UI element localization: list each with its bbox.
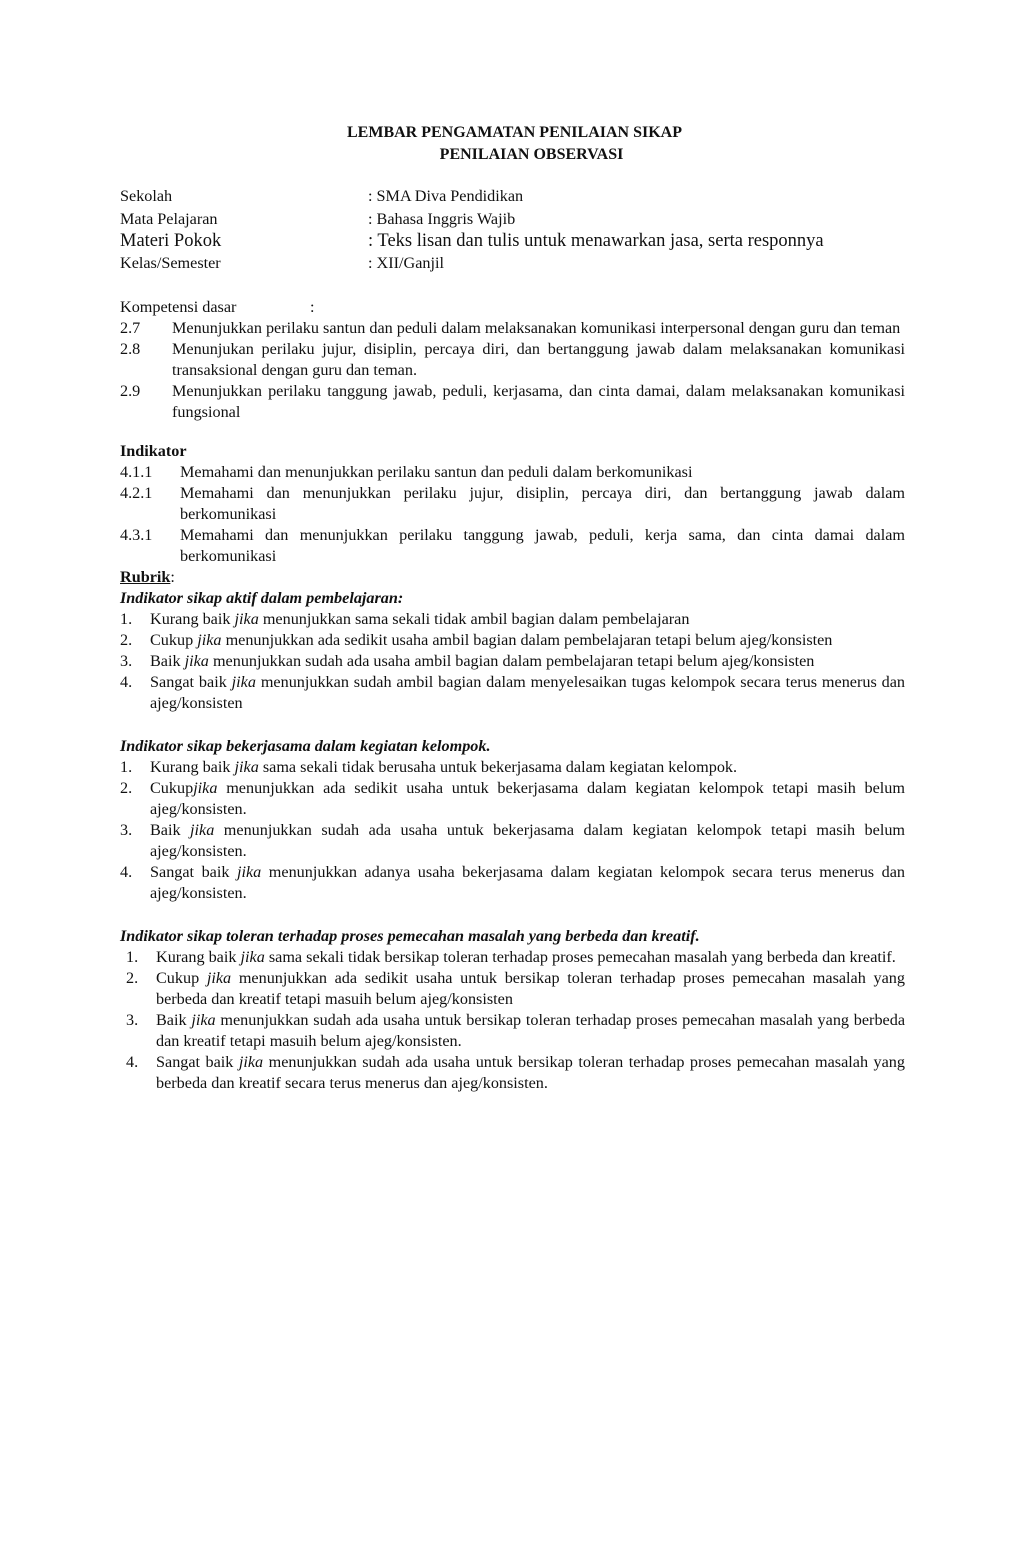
item-number: 4.1.1 bbox=[120, 462, 153, 481]
rubrik-group-heading: Indikator sikap toleran terhadap proses pemecahan masalah yang berbeda dan kreatif. bbox=[120, 926, 700, 945]
item-text: Cukupjika menunjukkan ada sedikit usaha untuk bekerjasama dalam kegiatan kelompok tetapi masih belum ajeg/konsisten. bbox=[150, 778, 905, 818]
rubrik-item bbox=[120, 968, 905, 1010]
kompetensi-label: Kompetensi dasar bbox=[120, 297, 237, 316]
item-number: 2. bbox=[126, 968, 139, 987]
rubrik-title: Rubrik bbox=[120, 567, 171, 586]
indikator-heading: Indikator bbox=[120, 441, 187, 460]
rubrik-item bbox=[120, 609, 905, 630]
kompetensi-list bbox=[120, 318, 905, 423]
meta-value: : XII/Ganjil bbox=[368, 254, 444, 272]
item-text: Memahami dan menunjukkan perilaku jujur, disiplin, percaya diri, dan bertanggung jawab dalam berkomunikasi bbox=[180, 483, 905, 523]
rubrik-item bbox=[120, 1052, 905, 1094]
item-number: 1. bbox=[120, 609, 133, 628]
rubrik-item bbox=[120, 820, 905, 862]
indikator-list bbox=[120, 462, 905, 567]
item-text: Kurang baik jika sama sekali tidak bersikap toleran terhadap proses pemecahan masalah yang berbeda dan kreatif. bbox=[156, 947, 896, 966]
rubrik-heading bbox=[120, 567, 905, 588]
item-number: 2. bbox=[120, 630, 133, 649]
indikator-item bbox=[120, 525, 905, 567]
indikator-item bbox=[120, 483, 905, 525]
meta-row-sekolah bbox=[120, 185, 905, 208]
meta-value: : Bahasa Inggris Wajib bbox=[368, 209, 516, 228]
meta-label: Kelas/Semester bbox=[120, 254, 221, 272]
item-text: Cukup jika menunjukkan ada sedikit usaha ambil bagian dalam pembelajaran tetapi belum ajeg/konsisten bbox=[150, 630, 833, 649]
item-text: Memahami dan menunjukkan perilaku santun dan peduli dalam berkomunikasi bbox=[180, 462, 693, 481]
rubrik-group-list bbox=[120, 947, 905, 1094]
kompetensi-item bbox=[120, 339, 905, 381]
item-text: Kurang baik jika menunjukkan sama sekali tidak ambil bagian dalam pembelajaran bbox=[150, 609, 690, 628]
rubrik-group-list bbox=[120, 609, 905, 714]
item-text: Sangat baik jika menunjukkan adanya usaha bekerjasama dalam kegiatan kelompok secara terus menerus dan ajeg/konsisten. bbox=[150, 862, 905, 902]
item-number: 4. bbox=[126, 1052, 139, 1071]
rubrik-item bbox=[120, 1010, 905, 1052]
meta-value: : Teks lisan dan tulis untuk menawarkan jasa, serta responnya bbox=[368, 231, 824, 251]
item-number: 4.3.1 bbox=[120, 525, 153, 544]
item-text: Menunjukkan perilaku tanggung jawab, peduli, kerjasama, dan cinta damai, dalam melaksanakan komunikasi fungsional bbox=[172, 381, 905, 421]
item-text: Menunjukkan perilaku santun dan peduli dalam melaksanakan komunikasi interpersonal dengan guru dan teman bbox=[172, 318, 901, 337]
rubrik-item bbox=[120, 757, 905, 778]
item-text: Kurang baik jika sama sekali tidak berusaha untuk bekerjasama dalam kegiatan kelompok. bbox=[150, 757, 738, 776]
kompetensi-heading bbox=[120, 297, 905, 318]
item-number: 2. bbox=[120, 778, 133, 797]
item-number: 3. bbox=[120, 651, 133, 670]
rubrik-item bbox=[120, 947, 905, 968]
item-text: Baik jika menunjukkan sudah ada usaha ambil bagian dalam pembelajaran tetapi belum ajeg/konsisten bbox=[150, 651, 815, 670]
meta-row-materi-pokok bbox=[120, 230, 905, 252]
rubrik-group-list bbox=[120, 757, 905, 904]
item-number: 2.8 bbox=[120, 339, 141, 358]
item-number: 2.9 bbox=[120, 381, 141, 400]
document-subtitle: PENILAIAN OBSERVASI bbox=[439, 146, 624, 163]
rubrik-group-heading: Indikator sikap aktif dalam pembelajaran: bbox=[120, 588, 404, 607]
item-number: 4. bbox=[120, 862, 133, 881]
kompetensi-item bbox=[120, 318, 905, 339]
item-number: 3. bbox=[120, 820, 133, 839]
item-text: Sangat baik jika menunjukkan sudah ada usaha untuk bersikap toleran terhadap proses pemecahan masalah yang berbeda dan kreatif secara terus menerus dan ajeg/konsisten. bbox=[156, 1052, 905, 1092]
item-text: Baik jika menunjukkan sudah ada usaha untuk bekerjasama dalam kegiatan kelompok tetapi masih belum ajeg/konsisten. bbox=[150, 820, 906, 860]
meta-value: : SMA Diva Pendidikan bbox=[368, 187, 524, 205]
rubrik-item bbox=[120, 651, 905, 672]
kompetensi-item bbox=[120, 381, 905, 423]
document-body bbox=[120, 122, 905, 1094]
rubrik-item bbox=[120, 672, 905, 714]
item-text: Baik jika menunjukkan sudah ada usaha untuk bersikap toleran terhadap proses pemecahan masalah yang berbeda dan kreatif tetapi masuih belum ajeg/konsisten. bbox=[156, 1010, 905, 1050]
kompetensi-colon: : bbox=[310, 297, 315, 316]
meta-label: Mata Pelajaran bbox=[120, 209, 218, 228]
rubrik-colon: : bbox=[170, 567, 175, 586]
indikator-item bbox=[120, 462, 905, 483]
identity-block bbox=[120, 185, 905, 275]
rubrik-item bbox=[120, 778, 905, 820]
rubrik-item bbox=[120, 862, 905, 904]
item-number: 2.7 bbox=[120, 318, 141, 337]
item-number: 4. bbox=[120, 672, 133, 691]
meta-row-kelas-semester bbox=[120, 252, 905, 275]
meta-label: Sekolah bbox=[120, 187, 173, 205]
item-number: 4.2.1 bbox=[120, 483, 153, 502]
rubrik-group-heading: Indikator sikap bekerjasama dalam kegiatan kelompok. bbox=[120, 736, 491, 755]
item-number: 1. bbox=[126, 947, 139, 966]
item-text: Memahami dan menunjukkan perilaku tanggung jawab, peduli, kerja sama, dan cinta damai dalam berkomunikasi bbox=[180, 525, 905, 565]
rubrik-item bbox=[120, 630, 905, 651]
item-number: 3. bbox=[126, 1010, 139, 1029]
meta-label: Materi Pokok bbox=[120, 231, 222, 251]
item-text: Menunjukan perilaku jujur, disiplin, percaya diri, dan bertanggung jawab dalam melaksanakan komunikasi transaksional dengan guru dan teman. bbox=[172, 339, 905, 379]
document-title: LEMBAR PENGAMATAN PENILAIAN SIKAP bbox=[347, 124, 682, 141]
item-text: Sangat baik jika menunjukkan sudah ambil bagian dalam menyelesaikan tugas kelompok secara terus menerus dan ajeg/konsisten bbox=[150, 672, 905, 712]
meta-row-mata-pelajaran bbox=[120, 208, 905, 231]
item-text: Cukup jika menunjukkan ada sedikit usaha untuk bersikap toleran terhadap proses pemecahan masalah yang berbeda dan kreatif tetapi masuih belum ajeg/konsisten bbox=[156, 968, 905, 1008]
item-number: 1. bbox=[120, 757, 133, 776]
